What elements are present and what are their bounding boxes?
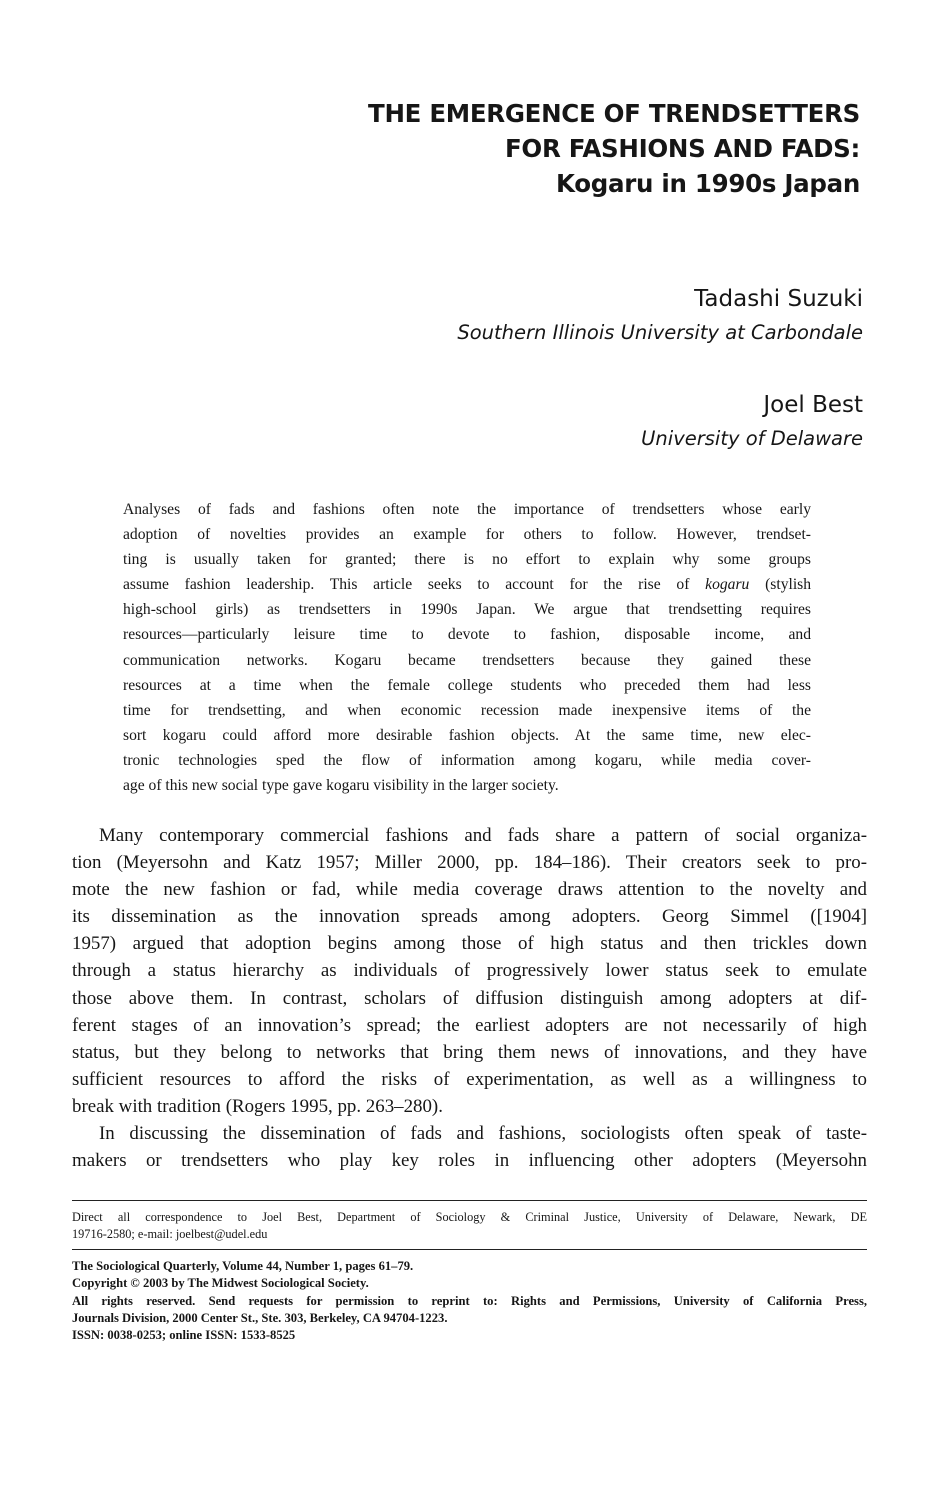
author-2-name: Joel Best: [763, 392, 863, 418]
title-line-2: FOR FASHIONS AND FADS:: [504, 134, 860, 163]
author-2-affiliation: University of Delaware: [641, 427, 863, 450]
body-line: 1957) argued that adoption begins among those of high status and then trickles down: [72, 933, 867, 955]
publication-divider: [72, 1249, 867, 1250]
abstract-line: [123, 572, 811, 597]
body-line: through a status hierarchy as individuals of progressively lower status seek to emulate: [72, 960, 867, 982]
publication-rights: All rights reserved. Send requests for permission to reprint to: Rights and Permissions, University of California Press,: [72, 1293, 867, 1308]
abstract-line: tronic technologies sped the flow of information among kogaru, while media cover-: [123, 751, 811, 769]
abstract-text: assume fashion leadership. This article seeks to account for the rise of: [123, 576, 690, 594]
footnote-line: Direct all correspondence to Joel Best, Department of Sociology & Criminal Justice, University of Delaware, Newark, DE: [72, 1210, 867, 1224]
body-line: makers or trendsetters who play key roles in influencing other adopters (Meyersohn: [72, 1150, 867, 1172]
abstract-line: communication networks. Kogaru became trendsetters because they gained these: [123, 651, 811, 669]
body-line: those above them. In contrast, scholars of diffusion distinguish among adopters at dif-: [72, 987, 867, 1009]
body-line: mote the new fashion or fad, while media coverage draws attention to the novelty and: [72, 879, 867, 901]
abstract-line: sort kogaru could afford more desirable fashion objects. At the same time, new elec-: [123, 726, 811, 744]
abstract: [123, 497, 811, 798]
author-1-affiliation: Southern Illinois University at Carbondale: [457, 321, 863, 344]
body-line: sufficient resources to afford the risks of experimentation, as well as a willingness to: [72, 1068, 867, 1090]
publication-journal: The Sociological Quarterly, Volume 44, Number 1, pages 61–79.: [72, 1259, 414, 1273]
correspondence-footnote: [72, 1209, 867, 1243]
publication-address: Journals Division, 2000 Center St., Ste. 303, Berkeley, CA 94704-1223.: [72, 1310, 448, 1325]
body-line: ferent stages of an innovation’s spread; the earliest adopters are not necessarily of high: [72, 1014, 867, 1036]
body-line: tion (Meyersohn and Katz 1957; Miller 2000, pp. 184–186). Their creators seek to pro-: [72, 852, 867, 874]
abstract-line: resources at a time when the female college students who preceded them had less: [123, 676, 811, 694]
body-line: break with tradition (Rogers 1995, pp. 263–280).: [72, 1095, 443, 1117]
abstract-line: resources—particularly leisure time to devote to fashion, disposable income, and: [123, 626, 811, 644]
footnote-line: 19716-2580; e-mail: joelbest@udel.edu: [72, 1227, 268, 1241]
body-line: status, but they belong to networks that bring them news of innovations, and they have: [72, 1041, 867, 1063]
article-title: [150, 96, 860, 201]
publication-issn: ISSN: 0038-0253; online ISSN: 1533-8525: [72, 1328, 296, 1343]
title-subtitle: Kogaru in 1990s Japan: [555, 169, 860, 198]
body-line: In discussing the dissemination of fads and fashions, sociologists often speak of taste-: [99, 1123, 867, 1145]
publication-copyright: Copyright © 2003 by The Midwest Sociological Society.: [72, 1276, 369, 1291]
footnote-divider: [72, 1200, 867, 1201]
body-line: its dissemination as the innovation spreads among adopters. Georg Simmel ([1904]: [72, 906, 867, 928]
abstract-line: ting is usually taken for granted; there is no effort to explain why some groups: [123, 551, 811, 569]
abstract-line: high-school girls) as trendsetters in 1990s Japan. We argue that trendsetting requires: [123, 601, 811, 619]
abstract-term-kogaru: kogaru: [705, 576, 750, 594]
abstract-text: (stylish: [765, 576, 812, 594]
abstract-line: Analyses of fads and fashions often note the importance of trendsetters whose early: [123, 501, 811, 518]
abstract-line: age of this new social type gave kogaru visibility in the larger society.: [123, 777, 559, 795]
abstract-line: time for trendsetting, and when economic recession made inexpensive items of the: [123, 701, 811, 719]
publication-info: [72, 1258, 867, 1344]
abstract-line: adoption of novelties provides an example for others to follow. However, trendset-: [123, 526, 811, 544]
body-line: Many contemporary commercial fashions and fads share a pattern of social organiza-: [99, 825, 867, 846]
body-text: [72, 822, 867, 1174]
title-line-1: THE EMERGENCE OF TRENDSETTERS: [368, 99, 860, 128]
author-1-name: Tadashi Suzuki: [694, 286, 863, 312]
